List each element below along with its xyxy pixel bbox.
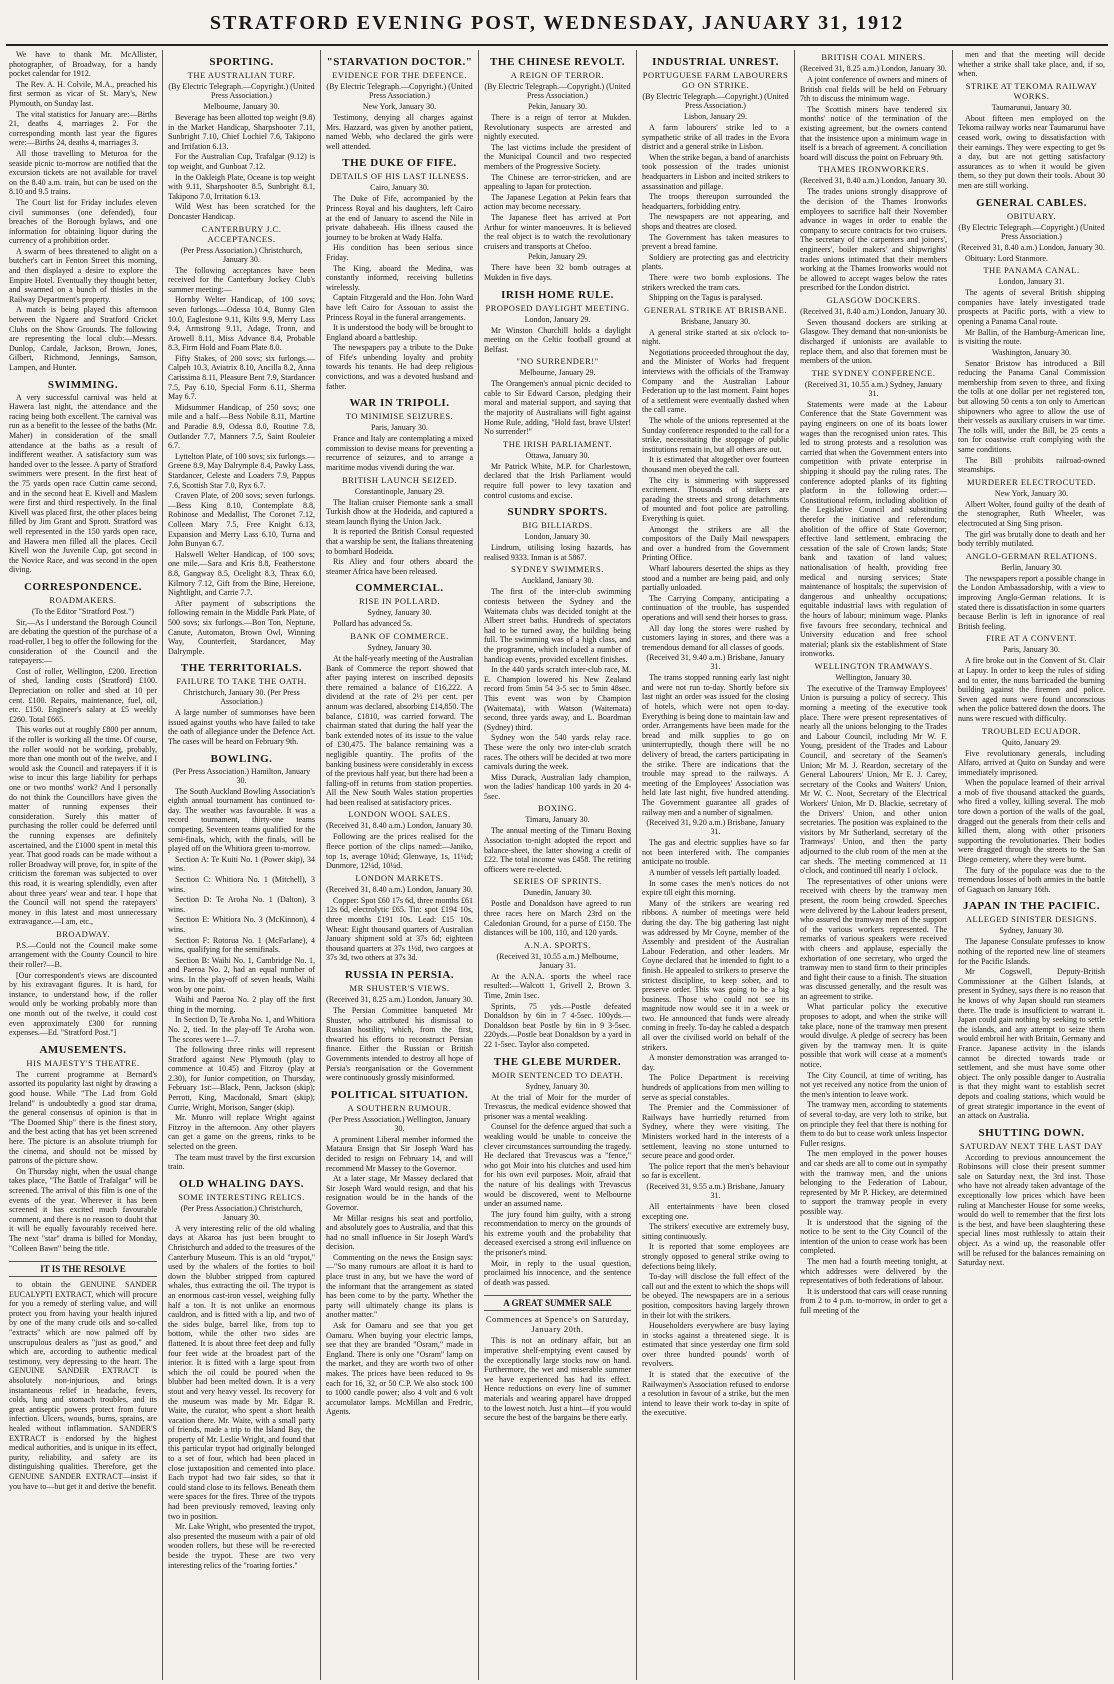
sub-heading: PORTUGUESE FARM LABOURERS GO ON STRIKE. (642, 70, 789, 90)
paragraph: Section D: Te Aroha No. 1 (Dalton), 3 wins. (168, 895, 315, 914)
column-1 (4, 50, 162, 1680)
sub-heading: SERIES OF SPRINTS. (513, 876, 602, 887)
dateline: (Received 31, 8.40 a.m.) London, January 30. (326, 821, 473, 831)
paragraph: Sprints, 75 yds.—Postle defeated Donaldson by 6in in 7 4-5sec. 100yds.—Donaldson beat Postle by 6in in 9 3-5sec. 220yds.—Postle beat Donaldson by a yard in 22 1-5sec. Taylor also competed. (484, 1001, 631, 1049)
dateline: (By Electric Telegraph.—Copyright.) (United Press Association.) (326, 82, 473, 100)
paragraph: The Carrying Company, anticipating a continuation of the trouble, has suspended operations and will send their horses to grass. (642, 593, 789, 622)
paragraph: Mr Patrick White, M.P. for Charlestown, declared that the Irish Parliament would require full power to levy taxation and control customs and excise. (484, 461, 631, 500)
dateline: (Received 31, 9.55 a.m.) Brisbane, January 31. (646, 1181, 785, 1200)
paragraph: The newspapers pay a tribute to the Duke of Fife's unbending loyalty and probity towards his tenants. He had deep religious convictions, and was a devoted husband and father. (326, 343, 473, 391)
paragraph: All entertainments have been closed excepting one. (642, 1201, 789, 1221)
paragraph: Hornby Welter Handicap, of 100 sovs; seven furlongs.—Odessa 10.4, Bunny Glen 10.0, Eaglestone 9.11, Kilts 9.9, Merry Lass 9.4, Armstrong 9.11, Adage, Tronn, and Arowell 8.11, Miss Advance 8.4, Probable 8.3, Firm Hold and Foam Plate 8.0. (168, 295, 315, 353)
paragraph: Ask for Oamaru and see that you get Oamaru. When buying your electric lamps, see that they are branded "Osram," made in England. There is only one "Osram" lamp on the market, and they are worth two of other makes. The prices have been reduced to 9s each for 16, 32, or 50 C.P. We also stock 100 to 1000 candle power; also 4 volt and 6 volt accumulator lamps. McMillan and Fredric, Agents. (326, 1321, 473, 1417)
paragraph: The whole of the unions represented at the Sunday conference responded to the call for a strike, necessitating the stoppage of public institutions remain in, but all others are out. (642, 416, 789, 454)
dateline: Dunedin, January 30. (523, 888, 592, 898)
section-heading: OLD WHALING DAYS. (179, 1177, 304, 1190)
paragraph: Wharf labourers deserted the ships as they stood and a number are being paid, and only partially unloaded. (642, 563, 789, 593)
section-heading: WAR IN TRIPOLI. (349, 397, 450, 410)
paragraph: Section C: Whitiora No. 1 (Mitchell), 3 wins. (168, 875, 315, 894)
sub-heading: CANTERBURY J.C. ACCEPTANCES. (201, 223, 282, 244)
column-3 (320, 50, 478, 1680)
paragraph: At the trial of Moir for the murder of Trevascus, the medical evidence showed that prisoner was a mental weakling. (484, 1092, 631, 1121)
sub-heading: BOXING. (538, 803, 577, 814)
paragraph: Mr Ballin, of the Hamburg-American line, is visiting the route. (958, 327, 1105, 347)
sub-heading: MR SHUSTER'S VIEWS. (349, 983, 450, 993)
paragraph: The Japanese Legation at Pekin fears that action may become necessary. (484, 192, 631, 212)
paragraph: Postle and Donaldson have agreed to run three races here on March 23rd on the Caledonian Ground, for a purse of £150. The distances will be 100, 110, and 120 yards. (484, 899, 631, 938)
dateline: Quito, January 29. (1001, 737, 1062, 747)
masthead-rule (6, 44, 1108, 46)
sub-heading: DETAILS OF HIS LAST ILLNESS. (329, 171, 469, 182)
paragraph: It is understood that the signing of the notice to be sent to the City Council of the intention of the union to cease work has been completed. (800, 1217, 947, 1256)
paragraph: The following acceptances have been received for the Canterbury Jockey Club's summer meeting:— (168, 265, 315, 294)
paragraph: Mr Winston Churchill holds a daylight meeting on the Celtic football ground at Belfast. (484, 325, 631, 354)
paragraph: France and Italy are contemplating a mixed commission to devise means for preventing a recurrence of seizures, and to arrange a maritime modus vivendi during the war. (326, 434, 473, 473)
paragraph: Craven Plate, of 200 sovs; seven furlongs.—Bess King 8.10, Contemplate 8.8, Robinose and Medallist, The Coronet 7.12, Colleen Mary 7.5, Free Knight 6.13, Expansion and Merry Lass 6.10, Turna and John Bunyan 6.7. (168, 491, 315, 549)
paragraph: The representatives of other unions were received with cheers by the tramway men present, the room being crowded. Speeches were delivered by the Labour leaders present, who assured the tramway men of the support of the various workers represented. The remarks of various speakers were received with cheers and applause, especially the exhortation of one secretary, who urged the tramway men to stand firm to their principles and fight their cause to a finish. The situation was discussed generally, and the result was an agreement to strike. (800, 876, 947, 1001)
paragraph: The Japanese Consulate professes to know nothing of the reported new line of steamers for the Pacific Islands. (958, 937, 1105, 966)
sub-heading: HIS MAJESTY'S THEATRE. (26, 1057, 140, 1068)
paragraph: The trades unions strongly disapprove of the decision of the Thames Ironworks employees to sacrifice half their November advance in wages in order to enable the company to secure contracts for two cruisers. The secretary of the carpenters and joiners', engineers', boiler makers' and shipwrights' trades unions intimated that their members working at the Thames Ironworks would not be allowed to accept wages below the rates prescribed for the London district. (800, 187, 947, 293)
sub-heading: A REIGN OF TERROR. (510, 70, 605, 80)
dateline: Paris, January 30. (1003, 645, 1060, 655)
paragraph: The King, aboard the Medina, was constantly informed, receiving bulletins wirelessly. (326, 263, 473, 292)
paragraph: Lyttelton Plate, of 100 sovs; six furlongs.—Greene 8.9, May Dalrymple 8.4, Pawky Lass, Stardancer, Celeste and Loaders 7.9, Pappus 7.6, Scottish Star 7.0, Ryx 6.7. (168, 451, 315, 490)
dateline: Auckland, January 30. (521, 576, 594, 586)
paragraph: Soldiery are protecting gas and electricity plants. (642, 252, 789, 272)
sub-heading: SATURDAY NEXT THE LAST DAY (959, 1140, 1104, 1151)
paragraph: On Thursday night, when the usual change takes place, "The Battle of Trafalgar" will be screened. The arrival of this film is one of the events of the year. Wherever it has been screened it has excited much favourable comment, and there is no reason to doubt that it will be equally favourably received here. The next "star" drama is billed for Monday, "Colleen Bawn" being the title. (9, 1166, 157, 1253)
advertisement-heading: A GREAT SUMMER SALE (484, 1295, 631, 1311)
dateline: (By Electric Telegraph.—Copyright.) (United Press Association.) (484, 82, 631, 100)
paragraph: The Italian cruiser Piemonte sank a small Turkish dhow at the Hodeida, and captured a steam launch flying the Union Jack. (326, 497, 473, 526)
column-2 (162, 50, 320, 1680)
paragraph: A prominent Liberal member informed the Mataura Ensign that Sir Joseph Ward has decided to resign on February 14, and will recommend Mr Massey to the Governor. (326, 1134, 473, 1173)
dateline: Wellington, January 30. (835, 672, 912, 682)
column-5 (636, 50, 794, 1680)
paragraph: A very successful carnival was held at Hawera last night, the attendance and the racing being both excellent. The carnival was run as a benefit to the lessee of the baths (Mr. Maher) in consideration of the small attendance at the baths as a result of indifferent weather. A satisfactory sum was handed over to the lessee. A party of Stratford swimmers were present. In the first heat of the 75 yards open race Cuttin came second, and in the second heat E. Kivell and Maslem were first and third respectively. In the final Kivell was placed first, the other places being filled by Jim Grant and Sprott. Stratford was well represented in the 150 yards open race, and Hawera men filled all the places. Cecil Kivell won the Juvenile Cup, got second in the Novice Race, and was second in the open diving. (9, 392, 157, 575)
paragraph: The Persian Committee banqueted Mr Shuster, who attributed his dismissal to Russian hostility, which, from the first, thwarted his efforts to reconstruct Persian finance. Either the Russian or British Governments intended to destroy all hope of Persia's reorganisation or the Government were continuously grossly misinformed. (326, 1006, 473, 1083)
paragraph: The trams stopped running early last night and were not run to-day. Shortly before six last night an order was issued for the closing of hotels, which were not open to-day. Everything is being done to maintain law and order. Arrangements have been made for the bread and milk supplies to go on uninterruptedly, though there will be no delivery of bread, the carters participating in the strike. There are indications that the trouble may spread to the railways. A meeting of the Employees' Association was held late last night, five hundred attending. The Government guarantee all grades of railway men and a number of signalmen. (642, 673, 789, 817)
paragraph: The troops thereupon surrounded the headquarters, forbidding entry. (642, 192, 789, 211)
paragraph: It is understood that cars will cease running from 2 to 4 p.m. to-morrow, in order to get a full meeting of the (800, 1286, 947, 1315)
paragraph: Pollard has advanced 5s. (333, 619, 413, 629)
paragraph: The Premier and the Commissioner of Railways have hurriedly returned from Sydney, where they were visiting. The Ministers worked hard in the interests of a settlement, leaving no stone unturned to secure peace and good order. (642, 1103, 789, 1161)
sub-heading: RISE IN POLLARD. (359, 596, 440, 607)
paragraph: A general strike started at six o'clock to-night. (642, 327, 789, 347)
dateline: Constantinople, January 29. (354, 486, 445, 496)
sub-heading: BIG BILLIARDS. (522, 520, 593, 531)
paragraph: Ris Aliey and four others aboard the steamer Africa have been released. (326, 557, 473, 576)
dateline: (Received 31, 8.40 a.m.) London, January 30. (800, 176, 947, 186)
paragraph: It is estimated that altogether over fourteen thousand men obeyed the call. (642, 455, 789, 474)
dateline: London, January 30. (524, 532, 591, 542)
paragraph: The following three rinks will represent Stratford against New Plymouth (play to commence at 10.45) and Fitzroy (play at 2.30), for Junior competition, on Thursday, February 1st:—Black, Penn, Jackson (skip); Perrott, King, Macdonald, Smart (skip); Currie, Wright, Morison, Sanger (skip). (168, 1045, 315, 1112)
paragraph: The gas and electric supplies have so far not been interfered with. The companies anticipate no trouble. (642, 838, 789, 867)
paragraph: His condition has been serious since Friday. (326, 243, 473, 262)
dateline: Pekin, January 29. (527, 252, 588, 262)
paragraph: The Bill prohibits railroad-owned steamships. (958, 455, 1105, 475)
paragraph: The Court list for Friday includes eleven civil summonses (one defended), four breaches of the Borough bylaws, and one information for obtaining liquor during the currency of a prohibition order. (9, 197, 157, 246)
dateline: (By Electric Telegraph.—Copyright.) (United Press Association.) (642, 92, 789, 110)
paragraph: Copper: Spot £60 17s 6d, three months £61 12s 6d, electrolytic £65. Tin: spot £194 10s, three months £191 10s. Lead: £15 10s. Wheat: Eight thousand quarters of Australian January shipment sold at 37s 6d; eighteen thousand quarters at 37s 1½d, two cargoes at 37s 3d, two others at 37s 3d. (326, 895, 473, 963)
dateline: Washington, January 30. (992, 347, 1071, 357)
paragraph: The agents of several British shipping companies have lately investigated trade prospects at Pacific ports, with a view to opening a Panama Canal route. (958, 288, 1105, 326)
paragraph: A farm labourers' strike led to a sympathetic strike of all trades in the Evora district and a general strike in Lisbon. (642, 123, 789, 152)
paragraph: The jury found him guilty, with a strong recommendation to mercy on the grounds of his extreme youth and the probability that deceased exercised a strong evil influence on the prisoner's mind. (484, 1209, 631, 1258)
paragraph: The executive of the Tramway Employees' Union is pursuing a policy of secrecy. This morning a meeting of the executive took place. There were present representatives of nearly all the unions belonging to the Trades and Labour Council, including Mr W. F. Young, president of the Trades and Labour Council, and secretary of the Seamen's Union; Mr M. J. Reardon, secretary of the General Labourers' Union, Mr E. J. Carey, secretary of the Cooks and Waiters' Union, Mr W. C. Noot, Secretary of the Electrical Workers' Union, Mr D. Blackie, secretary of the Drivers' Union, and other union secretaries. The position was explained to the visitors by Mr Sutherland, secretary of the Tramways' Union, and then the party adjourned to the club room of the men at the car sheds. The meeting commenced at 11 o'clock, and continued till nearly 1 o'clock. (800, 683, 947, 876)
paragraph: Negotiations proceeded throughout the day, and the Minister of Works had frequent interviews with the officials of the Tramway Company and the Australian Labour Federation up to the last moment. Faint hopes of a settlement were eventually dashed when the call came. (642, 347, 789, 415)
dateline: (By Electric Telegraph.—Copyright.) (United Press Association.) (958, 222, 1105, 241)
paragraph: When the strike began, a band of anarchists took possession of the trades unionist headquarters in Lisbon and incited strikers to assassination and pillage. (642, 152, 789, 191)
paragraph: Sydney won the 540 yards relay race. These were the only two inter-club scratch races. The others will be decided at two more carnivals during the week. (484, 733, 631, 772)
dateline: Berlin, January 30. (1001, 562, 1062, 572)
paragraph: Halswell Welter Handicap, of 100 sovs; one mile.—Sara and Kris 8.8, Featherstone 8.8, Gangway 8.5, Ocelight 8.3, Thrax 6.0, Kilmory 7.12, Gift from the Bine, Hereione, Nightlight, and Carrie 7.7. (168, 549, 315, 598)
paragraph: A large number of summonses have been issued against youths who have failed to take the oath of allegiance under the Defence Act. The cases will be heard on February 9th. (168, 708, 315, 747)
paragraph: A number of vessels left partially loaded. (649, 867, 781, 877)
paragraph: Shipping on the Tagus is paralysed. (649, 293, 763, 303)
paragraph: Mr Millar resigns his seat and portfolio, and absolutely goes to Australia, and that this had no small influence in Sir Joseph Ward's decision. (326, 1213, 473, 1252)
sub-heading: THE SYDNEY CONFERENCE. (811, 367, 936, 378)
dateline: Sydney, January 30. (999, 926, 1064, 936)
paragraph: At a later stage, Mr Massey declared that Sir Joseph Ward would resign, and that his resignation would be in the hands of the Governor. (326, 1174, 473, 1212)
paragraph: Following are the prices realised for the fleece portion of the clips named:—Janiko, top 1s, average 10¼d; Glenwaye, 1s, 11¼d; Dunmore, 12¼d, 10¼d. (326, 832, 473, 871)
section-heading: POLITICAL SITUATION. (330, 1088, 469, 1101)
paragraph: To-day will disclose the full effect of the call out and the extent to which the shops will be obeyed. The newspapers are in a serious position, compositors having largely thrown in their lot with the strikers. (642, 1272, 789, 1320)
paragraph: The current programme at Bernard's assorted its popularity last night by drawing a good house. While "The Lad from Gold Ireland" is undoubtedly a good star drama, the general consensus of opinion is that in "The Doomed Ship" there is the finest story, and the best acting that has yet been screened here. The picture is an absolute triumph for the cinema, and should not be missed by patrons of the picture show. (9, 1069, 157, 1166)
paragraph: Sir,—As I understand the Borough Council are debating the question of the purchase of a road-roller, I beg to offer the following for the consideration of the Council and the ratepayers:— (9, 617, 157, 666)
paragraph: [Our correspondent's views are discounted by his extravagant figures. It is hard, for instance, to understand how, if the roller would only be working probably more than one month out of the twelve, it could cost even approximately £300 for running expenses.—Ed. "Stratford Post."] (9, 970, 157, 1038)
paragraph: Moir, in reply to the usual question, proclaimed his innocence, and the sentence of death was passed. (484, 1258, 631, 1287)
paragraph: Section E: Whitiora No. 3 (McKinnon), 4 wins. (168, 915, 315, 934)
sub-heading: BANK OF COMMERCE. (350, 630, 449, 641)
paragraph: Five revolutionary generals, including Alfaro, arrived at Quito on Sunday and were immediately imprisoned. (958, 748, 1105, 777)
dateline: (Received 31, 10.55 a.m.) Sydney, January 31. (804, 379, 943, 398)
paragraph: Albert Wolter, found guilty of the death of the stenographer, Ruth Wheeler, was electrocuted at Sing Sing prison. (958, 499, 1105, 528)
sub-heading: GLASGOW DOCKERS. (826, 294, 921, 305)
dateline: Christchurch, January 30. (Per Press Association.) (183, 688, 300, 707)
sub-heading: FIRE AT A CONVENT. (986, 633, 1077, 644)
column-4 (478, 50, 636, 1680)
sub-heading: LONDON MARKETS. (355, 872, 444, 883)
sub-heading: ALLEGED SINISTER DESIGNS. (965, 914, 1098, 925)
paragraph: A swarm of bees threatened to alight on a butcher's cart in Fenton Street this morning, and then displayed a desire to explore the Empire Hotel. Eventually they thought better, and swarmed on a bunch of thistles in the Railway Department's property. (9, 246, 157, 304)
sub-heading: FAILURE TO TAKE THE OATH. (176, 676, 307, 687)
paragraph: The Rev. A. H. Colvile, M.A., preached his first sermon as vicar of St. Mary's, New Plymouth, on Sunday last. (9, 79, 157, 108)
dateline: (Received 31, 8.25 a.m.) London, January 30. (800, 64, 947, 73)
dateline: Paris, January 30. (371, 423, 428, 433)
paragraph: The annual meeting of the Timaru Boxing Association to-night adopted the report and balance-sheet, the latter showing a credit of £22. The total income was £458. The retiring officers were re-elected. (484, 826, 631, 874)
paragraph: According to previous announcement the Robinsons will close their present summer sale on Saturday next, the 3rd inst. Those who have not already taken advantage of the exceptionally low prices which have been ruling at Manchester House for some weeks, would do well to remember that the first lots is the best, and have been slaughtering these special lines most ruthlessly to attain their object. As a wind up, the reasonable offer will be refused for the balances remaining on Saturday next. (958, 1152, 1105, 1268)
paragraph: Householders everywhere are busy laying in stocks against a threatened siege. It is estimated that since yesterday one firm sold over three hundred pounds' worth of revolvers. (642, 1321, 789, 1369)
dateline: (Per Press Association.) Hamilton, January 30. (172, 766, 311, 785)
paragraph: In Section D, Te Aroha No. 1, and Whitiora No. 2, tied. In the play-off Te Aroha won. The scores were 1—7. (168, 1015, 315, 1044)
paragraph: The last victims include the president of the Municipal Council and two respected members of the Progressive Society. (484, 142, 631, 171)
paragraph: Amongst the strikers are all the compositors of the Daily Mail newspapers and over a hundred from the Government Printing Office. (642, 524, 789, 563)
sub-heading: BRITISH LAUNCH SEIZED. (341, 474, 458, 485)
paragraph: At the A.N.A. sports the wheel race resulted:—Walcott 1, Grivell 2, Brown 3. Time, 2min 1sec. (484, 971, 631, 1000)
dateline: Melbourne, January 30. (203, 102, 280, 111)
paragraph: The Chinese are terror-stricken, and are appealing to Japan for protection. (484, 172, 631, 192)
paragraph: It is reported the British Consul requested that a warship be sent, the Italians threatening to bombard Hodeida. (326, 527, 473, 556)
paragraph: to obtain the GENUINE SANDER EUCALYPTI EXTRACT, which will procure for you a remedy of sterling value, and will protect you from having your health injured by one of the many crude oils and so-called "extracts" which are now palmed off by unscrupulous dealers as "just as good," and which are, according to authentic medical testimony, very depressing to the heart. The GENUINE SANDER EXTRACT is absolutely non-injurious, and brings instantaneous relief in headache, fevers, colds, lung and stomach troubles, and its great antiseptic powers protect from future infection. Ulcers, wounds, burns, sprains, are healed without inflammation. SANDER'S EXTRACT is endorsed by the highest medical authorities, and is unique in its effect, purity, reliability, and safety are its distinguishing qualities. Therefore, get the GENUINE SANDER EXTRACT—insist if you have to—but get it and derive the benefit. (9, 1280, 157, 1491)
paragraph: Many of the strikers are wearing red ribbons. A number of meetings were held during the day. The big gathering last night was addressed by Mr Coyne, member of the Assembly and president of the Australian Labour Federation, and other leaders. Mr Coyne declared that he intended to fight to a finish. He appealed to strikers to preserve the strictest discipline, to keep sober, and to preserve order. This was going to be a big business. Those who could not see its magnitude now would see it in a week or two. He announced that funds were already coming in freely. To-day he cabled a despatch all over the civilised world on behalf of the strikers. (642, 898, 789, 1052)
dateline: (To the Editor "Stratford Post.") (31, 606, 135, 616)
paragraph: The newspapers report a possible change in the London Ambassadorship, with a view to improving Anglo-German relations. It is stated there is dissatisfaction in some quarters because Berlin is left in ignorance of real British feeling. (958, 573, 1105, 631)
paragraph: For the Australian Cup, Trafalgar (9.12) is top weight, and Gunboat 7.12. (168, 152, 315, 171)
paragraph: The Duke of Fife, accompanied by the Princess Royal and his daughters, left Cairo at the end of January to ascend the Nile in private dahabeeah. His illness caused the journey to be broken at Wady Halfa. (326, 194, 473, 242)
paragraph: Senator Bristow has introduced a Bill reducing the Panama Canal Commission membership from seven to three, and fixing the tolls at one dollar per net registered ton, but allowing 50 cents a ton only to American shipowners who agree to allow the use of their vessels as auxiliary cruisers in war time. The tolls will, under the Bill, be 25 cents a ton for coastwise craft complying with the same conditions. (958, 358, 1105, 455)
paragraph: The first of the inter-club swimming contests between the Sydney and the Waitemata clubs was decided tonight at the Albert street baths. Hundreds of spectators had to be turned away, the building being full. The swimming was of a high class, and the programme, which included a number of handicap events, provided excellent finishes. (484, 587, 631, 664)
dateline: London, January 31. (998, 277, 1065, 287)
section-heading: IRISH HOME RULE. (501, 288, 614, 301)
section-heading: COMMERCIAL. (355, 582, 444, 595)
paragraph: The Orangemen's annual picnic decided to cable to Sir Edward Carson, pledging their moral and material support, and saying that the majority of Australians will fight against Home Rule, adding, "Hold fast, brave Ulster! No surrender!" (484, 379, 631, 437)
dateline: London, January 29. (524, 314, 591, 324)
dateline: (Per Press Association.) Wellington, January 30. (328, 1114, 471, 1133)
sub-heading: TO MINIMISE SEIZURES. (345, 411, 454, 422)
section-heading: SPORTING. (209, 56, 274, 68)
sub-heading: SYDNEY SWIMMERS. (511, 564, 604, 575)
paragraph: Mr. Munro will replace Wright against Fitzroy in the afternoon. Any other players can get a game on the greens, rinks to be selected on the green. (168, 1113, 315, 1152)
sub-heading: SOME INTERESTING RELICS. (178, 1191, 305, 1202)
section-heading: AMUSEMENTS. (39, 1043, 127, 1056)
paragraph: After payment of subscriptions the following remain in the Middle Park Plate, of 500 sovs; six furlongs.—Bon Ton, Neptune, Canute, Automaton, Brown Owl, Winning Way, Counterfeit, Stardancer, May Dalrymple. (168, 598, 315, 656)
paragraph: Beverage has been allotted top weight (9.8) in the Market Handicap, Sharpshooter 7.11, Sunbright 7.10, Chief Lochiel 7.6, Takipono and Irrifation 6.13. (168, 113, 315, 151)
paragraph: It is reported that some employees are strongly opposed to general strike owing to defections being likely. (642, 1242, 789, 1271)
paragraph: Captain Fitzgerald and the Hon. John Ward have left Cairo for Assouan to assist the Princess Royal in the funeral arrangements. (326, 293, 473, 322)
sub-heading: MURDERER ELECTROCUTED. (966, 476, 1097, 487)
sub-heading: EVIDENCE FOR THE DEFENCE. (332, 70, 467, 80)
paragraph: There were two bomb explosions. The strikers wrecked the tram cars. (642, 272, 789, 292)
dateline: (Per Press Association.) Christchurch, January 30. (180, 1203, 303, 1222)
paragraph: A joint conference of owners and miners of British coal fields will be held on February 7th to discuss the minimum wage. (800, 75, 947, 104)
paragraph: The city is simmering with suppressed excitement. Thousands of strikers are parading the streets and strong detachments of mounted and foot police are patrolling. Everything is quiet. (642, 475, 789, 523)
paragraph: The vital statistics for January are:—Births 21, deaths 4, marriages 2. For the corresponding month last year the figures were:—Births 24, deaths 4, marriages 3. (9, 109, 157, 148)
paragraph: It is understood the body will be brought to England aboard a battleship. (326, 323, 473, 342)
sub-heading: TROUBLED ECUADOR. (981, 725, 1082, 736)
section-heading: THE CHINESE REVOLT. (490, 56, 625, 68)
paragraph: Wild West has been scratched for the Doncaster Handicap. (168, 202, 315, 221)
dateline: (Received 31, 8.40 a.m.) London, January 30. (326, 884, 473, 894)
sub-heading: Commences at Spence's on Saturday, January 20th. (485, 1314, 630, 1335)
paragraph: In the Oakleigh Plate, Oceane is top weight with 9.11, Sharpshooter 8.5, Sunbright 8.1, Takipono 7.0, Irritation 6.13. (168, 172, 315, 201)
dateline: (Received 31, 9.20 a.m.) Brisbane, January 31. (646, 818, 785, 837)
paragraph: Mr Cogswell, Deputy-British Commissioner at the Gilbert Islands, at present in Sydney, says there is no reason that he knows of why Japan should run steamers there. The trade is insufficient to warrant it. Japan could gain nothing by seeking to settle the islands, and any attempt to seize them would embroil her with Britain, Germany and France. Japanese activity in the islands cannot be directed towards trade or settlement, and she must have some other object. The only possible danger to Australia is that they might want to establish secret depots and coaling stations, which would be of great strategic importance in the event of an attack on Australia. (958, 967, 1105, 1121)
paragraph: What particular policy the executive proposes to adopt, and when the strike will take place, none of the tramway men present would divulge. A pledge of secrecy has been given by the tramway men. It is quite possible that work will cease at a moment's notice. (800, 1002, 947, 1070)
paragraph: The Japanese fleet has arrived at Port Arthur for winter manoeuvres. It is believed the real object is to watch the revolutionary cruisers and transports at Chefoo. (484, 212, 631, 251)
paragraph: Midsummer Handicap, of 250 sovs; one mile and a half.—Bess Nobile 8.11, Martine and Paradie 8.9, Odessa 8.0, Routine 7.8, Outlander 7.7, Manners 7.5, Saint Rouleier 6.7. (168, 402, 315, 451)
paragraph: The police report that the men's behaviour so far is excellent. (642, 1161, 789, 1181)
dateline: Ottawa, January 30. (525, 450, 590, 460)
dateline: Pekin, January 30. (527, 102, 588, 111)
paragraph: Fifty Stakes, of 200 sovs; six furlongs.—Calpeh 10.3, Aviatrix 8.10, Ancilla 8.2, Anna Carissima 8.11, Pleasure Bent 7.9, Stardancer 7.5, Pay 6.10, Special Form 6.11, Sherma May 6.7. (168, 353, 315, 402)
sub-heading: STRIKE AT TEKOMA RAILWAY WORKS. (965, 80, 1098, 101)
paragraph: A match is being played this afternoon between the Ngaere and Stratford Cricket Clubs on the Show Grounds. The following are representing the local club:—Messrs. Dunlop, Cardale, Jackson, Brown, Jones, Gilbert, Richmond, Jennings, Samson, Lampen, and Hunter. (9, 305, 157, 372)
paragraph: Mr. Lake Wright, who presented the trypot, also presented the museum with a pair of old wooden rollers, but these will be re-erected beside the trypot. These are two very interesting relics of the "roaring forties." (168, 1522, 315, 1570)
sub-heading: BRITISH COAL MINERS. (821, 52, 926, 62)
sub-heading: PROPOSED DAYLIGHT MEETING. (485, 302, 630, 313)
column-7 (952, 50, 1110, 1680)
sub-heading: THE PANAMA CANAL. (983, 265, 1080, 276)
masthead (0, 4, 1114, 48)
dateline: Lisbon, January 29. (683, 112, 748, 121)
paragraph: The Police Department is receiving hundreds of applications from men willing to serve as special constables. (642, 1073, 789, 1102)
paragraph: The Government has taken measures to prevent a bread famine. (642, 232, 789, 252)
dateline: (Received 31, 10.55 a.m.) Melbourne, January 31. (496, 951, 619, 970)
paragraph: Lindrum, utilising losing hazards, has realised 9333. Inman is at 5867. (484, 543, 631, 562)
sub-heading: WELLINGTON TRAMWAYS. (814, 660, 933, 671)
dateline: Brisbane, January 30. (680, 316, 751, 326)
section-heading: GENERAL CABLES. (976, 196, 1087, 209)
masthead-title: STRATFORD EVENING POST, WEDNESDAY, JANUARY 31, 1912 (209, 12, 905, 34)
paragraph: The City Council, at time of writing, has not yet received any notice from the union of the men's intention to leave work. (800, 1070, 947, 1099)
sub-heading: ANGLO-GERMAN RELATIONS. (965, 550, 1098, 561)
sub-heading: THAMES IRONWORKERS. (817, 164, 930, 175)
paragraph: The tramway men, according to statements of several to-day, are very loth to strike, but on principle they feel that there is nothing for them to do but to cease work unless Inspector Fuller resigns. (800, 1100, 947, 1148)
paragraph: In some cases the men's notices do not expire till eight this morning. (642, 878, 789, 898)
dateline: (Received 31, 8.40 a.m.) London, January 30. (800, 306, 947, 316)
section-heading: INDUSTRIAL UNREST. (652, 56, 779, 68)
dateline: (Received 31, 9.40 a.m.) Brisbane, January 31. (646, 653, 785, 672)
section-heading: BOWLING. (210, 752, 273, 765)
paragraph: Miss Durack, Australian lady champion, won the ladies' handicap 100 yards in 20 4-5sec. (484, 772, 631, 801)
sub-heading: THE AUSTRALIAN TURF. (187, 70, 296, 80)
paragraph: We have to thank Mr. McAllister, photographer, of Broadway, for a handy pocket calendar for 1912. (9, 50, 157, 79)
dateline: Cairo, January 30. (370, 183, 429, 193)
dateline: (Received 31, 8.25 a.m.) London, January 30. (326, 995, 473, 1004)
dateline: Taumarunui, January 30. (991, 102, 1072, 112)
dateline: (Per Press Association.) Christchurch, January 30. (180, 245, 303, 264)
sub-heading: OBITUARY. (1007, 210, 1056, 221)
paragraph: Statements were made at the Labour Conference that the State Government was paying engineers on one of its boats lower wages than the recognised union rates. This led to strong protests and a resolution was carried that when the Government enters into competition with private enterprise in shipping it should pay the ruling rates. The conference adopted planks of its fighting platform in the following order:—Constitutional reform, including abolition of the Legislative Council and substituting therefor the initiative and referendum; abolition of the office of State Governor; effective land settlement, embracing the cessation of the sale of Crown lands; State bank and taxation of land values; nationalisation of health, providing free medical and nursing services; State maintenance of hospitals; the supervision of dangerous and unhealthy occupations; equitable industrial laws with regulation of the hours of labour; minimum wage. Planks five favours free secondary, technical and University education and free school material; plank six the establishment of State ironworks. (800, 399, 947, 659)
paragraph: Commenting on the news the Ensign says:—"So many rumours are afloat it is hard to place trust in any, but we have the word of the informant that the arrangement as stated has been come to by the party. Whether the party will ultimately change its plans is another matter." (326, 1252, 473, 1320)
paragraph: The men employed in the power houses and car sheds are all to come out in sympathy with the tramway men, and the unions belonging to the Federation of Labour, represented by Mr P. Hickey, are determined to support the tramway people in every possible way. (800, 1149, 947, 1216)
dateline: Sydney, January 30. (367, 642, 432, 652)
dateline: New York, January 30. (994, 488, 1069, 498)
paragraph: The South Auckland Bowling Association's eighth annual tournament has continued to-day. The weather was favourable. It was a record tournament, thirty-one teams competing. Seventeen teams qualified for the semi-finals, which, with the finals, will be played off on the Whitiora green to-morrow. (168, 786, 315, 854)
paragraph: In the 440 yards scratch inter-club race, M. E. Champion lowered his New Zealand record from 5min 54 3-5 sec to 5min 48sec. This event was won by Champion (Waitemata), with Watson (Waitemata) second, three yards away, and L. Boardman (Sydney) third. (484, 665, 631, 732)
paragraph: Cost of roller, Wellington, £200. Erection of shed, landing costs (Stratford) £100. Depreciation on roller and shed at 10 per cent. £100. Repairs, maintenance, fuel, oil, etc. £150. Engineer's salary at £5 weekly £260. Total £665. (9, 666, 157, 724)
paragraph: Seven thousand dockers are striking at Glasgow. They demand that non-unionists be discharged if unionists are available to replace them, and also that foremen must be members of the union. (800, 317, 947, 366)
paragraph: There is a reign of terror at Mukden. Revolutionary suspects are arrested and nightly executed. (484, 113, 631, 142)
sub-heading: "NO SURRENDER!" (516, 356, 599, 367)
section-heading: RUSSIA IN PERSIA. (344, 969, 455, 981)
dateline: (By Electric Telegraph.—Copyright.) (United Press Association.) (168, 82, 315, 100)
paragraph: Testimony, denying all charges against Mrs. Hazzard, was given by another patient, named Webb, who declared the girls were well attended. (326, 113, 473, 151)
advertisement-heading: IT IS THE RESOLVE (9, 1261, 157, 1277)
dateline: (Received 31, 8.40 a.m.) London, January 30. (958, 242, 1105, 252)
paragraph: The team must travel by the first excursion train. (168, 1152, 315, 1172)
columns (4, 50, 1110, 1680)
section-heading: SHUTTING DOWN. (978, 1126, 1085, 1139)
paragraph: When the populace learned of their arrival a mob of five thousand attacked the guards, who fired a volley, killing several. The mob tore down a portion of the walls of the goal, dragged out the generals from their cells and killed them, along with other prisoners supporting the revolutionaries. Their bodies were dragged through the streets to the San Diego cemetery, where they were burnt. (958, 778, 1105, 865)
paragraph: Obituary: Lord Stanmore. (965, 253, 1048, 263)
paragraph: A very interesting relic of the old whaling days at Akaroa has just been brought to Christchurch and added to the treasures of the Canterbury Museum. This is an old "trypot," used by the whalers of the forties to boil down the blubber stripped from captured whales, thus extracting the oil. The trypot is an enormous cast-iron vessel, weighing fully half a ton. It is not unlike an enormous cauldron, and is fitted with a lip, and two of the sides bulge, barrel like, from top to bottom, while the other two sides are flattened. It is about three feet deep and fully four feet wide at the broadest part of the interior. It is fitted with a large spout from which the oil could be poured when the blubber had been melted down. It is a very stout and very heavy vessel. Its recovery for the museum was made by Mr. Edgar R. Waite, the curator, who spent a short health vacation there. Mr. Waite, with a small party of friends, made a trip to the Island Bay, the property of Mr. Leslie Wright, and found that this particular trypot had originally belonged to a set of four, which had been placed in close juxtaposition and cemented into place. Each trypot had two fair sides, so that it could stand close to its fellows. Beneath them were spaces for the fires. Three of the trypots had been previously removed, leaving only two in position. (168, 1223, 315, 1521)
column-6 (794, 50, 952, 1680)
paragraph: About fifteen men employed on the Tekoma railway works near Taumarunui have ceased work, owing to dissatisfaction with their earnings. They were expecting to get 9s a day, but are not getting satisfactory assurances as to when it would be given them, so they put down their tools. About 30 men are still working. (958, 113, 1105, 190)
dateline: Melbourne, January 29. (519, 368, 596, 378)
paragraph: Waihi and Paeroa No. 2 play off the first thing in the morning. (168, 995, 315, 1014)
dateline: New York, January 30. (362, 102, 437, 111)
sub-heading: THE IRISH PARLIAMENT. (503, 438, 612, 449)
paragraph: All those travelling to Meturoa for the seaside picnic to-morrow are notified that the excursion tickets are not available for travel on the 8.40 a.m. train, but can be used on the 8.10 and 9.5 trains. (9, 148, 157, 197)
section-heading: THE GLEBE MURDER. (493, 1055, 622, 1068)
paragraph: The Scottish miners have tendered six months' notice of the termination of the existing agreement, but the owners contend that the insistence upon a minimum wage in itself is a breach of agreement. A conciliation board will discuss the point on February 9th. (800, 104, 947, 162)
dateline: Sydney, January 30. (525, 1081, 590, 1091)
paragraph: Counsel for the defence argued that such a weakling would be unable to conceive the clever circumstances surrounding the tragedy. He declared that Trevascus was a "fence," who got Moir into his clutches and used him for his own evil purposes. Moir, afraid that the nature of his dealings with Trevascus would be discovered, went to Melbourne under an assumed name. (484, 1122, 631, 1209)
paragraph: Section B: Waihi No. 1, Cambridge No. 1, and Paeroa No. 2, had an equal number of wins. In the play-off of seven heads, Waihi won by one point. (168, 955, 315, 994)
sub-heading: GENERAL STRIKE AT BRISBANE. (644, 304, 787, 315)
sub-heading: A SOUTHERN RUMOUR. (347, 1102, 452, 1113)
paragraph: The girl was brutally done to death and her body terribly mutilated. (958, 529, 1105, 549)
paragraph: P.S.—Could not the Council make some arrangement with the County Council to hire their roller?—B. (9, 940, 157, 970)
sub-heading: MOIR SENTENCED TO DEATH. (491, 1069, 624, 1080)
paragraph: The men had a fourth meeting tonight, at which addresses were delivered by the representatives of both federations of labour. (800, 1256, 947, 1286)
sub-heading: BROADWAY. (56, 928, 110, 939)
paragraph: All day long the stores were rushed by customers laying in stores, and there was a tremendous demand for all classes of goods. (642, 623, 789, 652)
paragraph: The newspapers are not appearing, and shops and theatres are closed. (642, 212, 789, 231)
paragraph: Section F: Rotorua No. 1 (McFarlane), 4 wins, qualifying for the semifinals. (168, 935, 315, 955)
paragraph: A monster demonstration was arranged to-day. (642, 1053, 789, 1072)
dateline: Timaru, January 30. (525, 815, 590, 825)
sub-heading: LONDON WOOL SALES. (348, 809, 451, 820)
paragraph: The fury of the populace was due to the tremendous losses of both armies in the battle of Gaguach on January 16th. (958, 865, 1105, 894)
section-heading: THE TERRITORIALS. (180, 662, 303, 675)
section-heading: "STARVATION DOCTOR." (326, 56, 473, 68)
paragraph: men and that the meeting will decide whether a strike shall take place, and, if so, when. (958, 50, 1105, 79)
sub-heading: ROADMAKERS. (49, 594, 117, 605)
section-heading: THE DUKE OF FIFE. (342, 157, 457, 170)
paragraph: A fire broke out in the Convent of St. Clair at Lapuy. In order to keep the rules of siding and to enter, the nuns barricaded the burning building against the firemen and police. Seven aged nuns were found unconscious when the police battered down the doors. The nuns were rescued with difficulty. (958, 656, 1105, 723)
paragraph: Section A: Te Kuiti No. 1 (Power skip), 34 wins. (168, 854, 315, 874)
section-heading: JAPAN IN THE PACIFIC. (962, 900, 1100, 913)
section-heading: CORRESPONDENCE. (24, 580, 142, 593)
paragraph: The strikers' executive are extremely busy, sitting continuously. (642, 1222, 789, 1241)
paragraph: There have been 32 bomb outrages at Mukden in five days. (484, 263, 631, 282)
paragraph: This is not an ordinary affair, but an imperative shelf-emptying event caused by the exceptionally large stocks now on hand. Furthermore, the wet and miserable summer we have experienced has had its effect. Hence reductions on every line of summer materials and wearing apparel have dropped to the lowest notch. Just a hint—if you would secure the best of the bargains be there early. (484, 1336, 631, 1423)
dateline: Sydney, January 30. (367, 608, 432, 618)
sub-heading: A.N.A. SPORTS. (524, 939, 591, 950)
paragraph: It is stated that the executive of the Railwaymen's Association refused to endorse a resolution in favour of a strike, but the men intend to leave their work to-day in spite of the executive. (642, 1370, 789, 1418)
paragraph: This works out at roughly £800 per annum, if the roller is working all the time. Of course, the roller would not be working, probably, more than one month out of the twelve, and I would ask the Council and ratepayers if it is wise to incur this large liability for perhaps one or two months' work? And I personally do not think the Councillors have given the matter of running expenses their consideration. Surely this matter of purchasing the roller could be deferred until the running expenses are definitely ascertained, and the £1000 spent in metal this year. That good roads can be made without a roller Broadway will prove, for, in spite of the criticism the foreman was subjected to over this road, it is wearing splendidly, even after about three years' wear and tear. I hope that the Council will not spend the ratepayers' money in this latest and most unnecessary extravagance.—I am, etc., (9, 725, 157, 927)
section-heading: SUNDRY SPORTS. (507, 506, 608, 519)
section-heading: SWIMMING. (47, 378, 119, 391)
paragraph: At the half-yearly meeting of the Australian Bank of Commerce the report showed that after paying interest on inscribed deposits there remained a balance of £16,222. A dividend at the rate of 2½ per cent. per annum was declared, absorbing £14,850. The balance, £1810, was carried forward. The chairman stated that during the half year the bank extended notes of its issue to the value of £30,475. The balance remaining was a negligible quantity. The profits of the banking business were considerably in excess of the previous half year, but there had been a falling-off in returns from station properties. All the New South Wales station properties had been realised at satisfactory prices. (326, 653, 473, 807)
